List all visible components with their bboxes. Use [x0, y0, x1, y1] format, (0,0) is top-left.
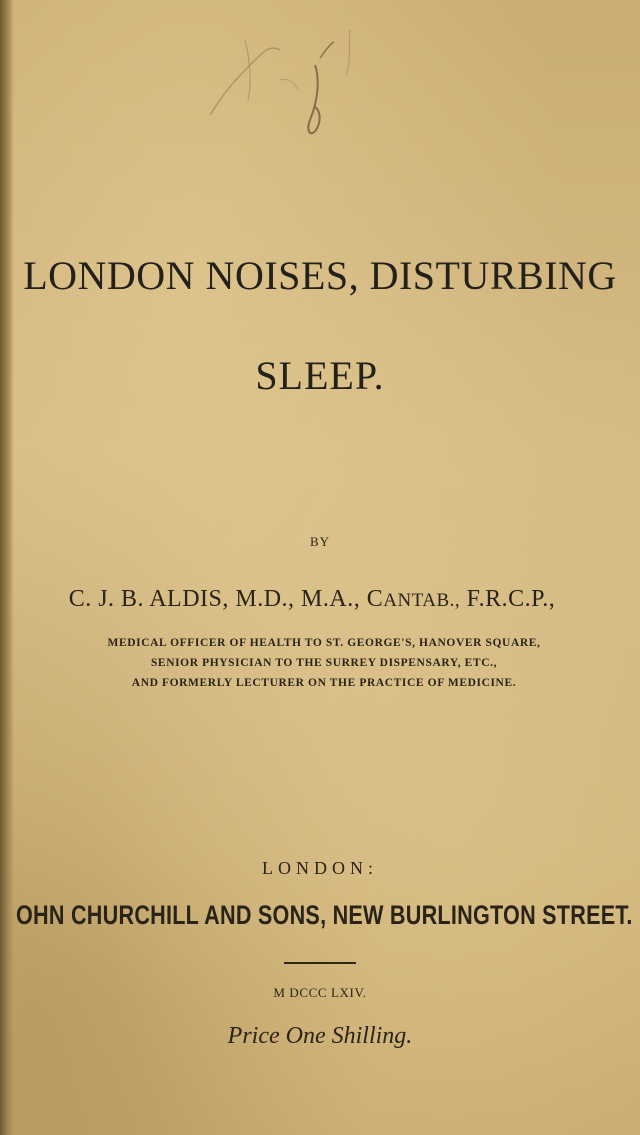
- price-line: Price One Shilling.: [227, 1023, 413, 1049]
- title-line-2: SLEEP.: [255, 353, 385, 398]
- author-name: C. J. B. ALDIS, M.D., M.A.,: [68, 586, 361, 612]
- credential-line: MEDICAL OFFICER OF HEALTH TO ST. GEORGE'S, HANOVER SQUARE,: [107, 637, 541, 649]
- title-line-1: LONDON NOISES, DISTURBING: [23, 253, 617, 298]
- imprint-date: M DCCC LXIV.: [273, 985, 367, 1000]
- author-line: [0, 586, 632, 613]
- author-suffix: F.R.C.P.,: [466, 586, 556, 612]
- imprint-publisher: OHN CHURCHILL AND SONS, NEW BURLINGTON STREET.: [16, 900, 633, 930]
- credential-line: SENIOR PHYSICIAN TO THE SURREY DISPENSARY, ETC.,: [150, 657, 498, 669]
- byline: BY: [309, 534, 331, 549]
- author-cantab-initial: C: [366, 586, 384, 612]
- handwritten-pencil-scrawl: [170, 20, 390, 150]
- divider-rule: [284, 962, 356, 964]
- page-binding-edge: [0, 0, 14, 1135]
- imprint-place: LONDON:: [262, 858, 378, 878]
- author-credentials: [8, 633, 640, 693]
- author-cantab: [367, 586, 460, 612]
- credential-line: AND FORMERLY LECTURER ON THE PRACTICE OF MEDICINE.: [131, 677, 517, 689]
- author-cantab-rest: ANTAB.,: [383, 590, 461, 611]
